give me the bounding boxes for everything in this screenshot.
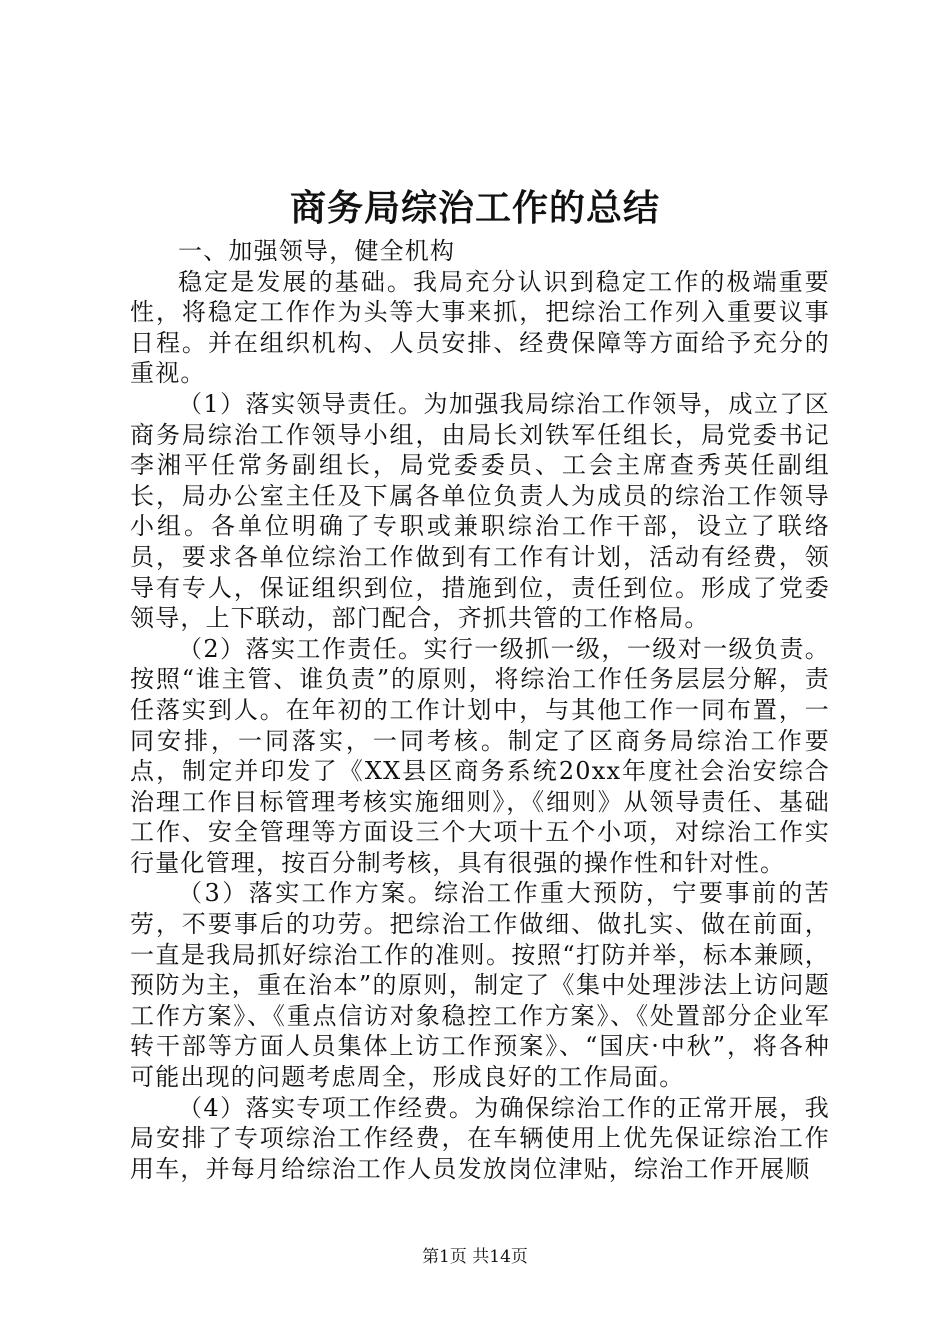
section-heading: 一、加强领导，健全机构 — [178, 237, 456, 265]
paragraph-1: （1）落实领导责任。为加强我局综治工作领导，成立了区商务局综治工作领导小组，由局长刘铁军任组长，局党委书记李湘平任常务副组长，局党委委员、工会主席查秀英任副组长，局办公室主任及下属各单位负责人为成员的综治工作领导小组。各单位明确了专职或兼职综治工作干部，设立了联络员，要求各单位综治工作做到有工作有计划，活动有经费，领导有专人，保证组织到位，措施到位，责任到位。形成了党委领导，上下联动，部门配合，齐抓共管的工作格局。 — [130, 389, 830, 633]
document-title: 商务局综治工作的总结 — [289, 187, 660, 229]
paragraph-4: （4）落实专项工作经费。为确保综治工作的正常开展，我局安排了专项综治工作经费，在车辆使用上优先保证综治工作用车，并每月给综治工作人员发放岗位津贴，综治工作开展顺 — [130, 1093, 830, 1183]
page-footer: 第1页 共14页 — [422, 1247, 528, 1267]
paragraph-3: （3）落实工作方案。综治工作重大预防，宁要事前的苦劳，不要事后的功劳。把综治工作做细、做扎实、做在前面，一直是我局抓好综治工作的准则。按照“打防并举，标本兼顾，预防为主，重在治本”的原则，制定了《集中处理涉法上访问题工作方案》、《重点信访对象稳控工作方案》、《处置部分企业军转干部等方面人员集体上访工作预案》、“国庆·中秋”，将各种可能出现的问题考虑周全，形成良好的工作局面。 — [130, 879, 830, 1092]
paragraph-intro: 稳定是发展的基础。我局充分认识到稳定工作的极端重要性，将稳定工作作为头等大事来抓，把综治工作列入重要议事日程。并在组织机构、人员安排、经费保障等方面给予充分的重视。 — [130, 267, 830, 388]
document-body — [130, 236, 830, 1184]
paragraph-2: （2）落实工作责任。实行一级抓一级，一级对一级负责。按照“谁主管、谁负责”的原则，将综治工作任务层层分解，责任落实到人。在年初的工作计划中，与其他工作一同布置，一同安排，一同落实，一同考核。制定了区商务局综治工作要点，制定并印发了《XX县区商务系统20xx年度社会治安综合治理工作目标管理考核实施细则》，《细则》从领导责任、基础工作、安全管理等方面设三个大项十五个小项，对综治工作实行量化管理，按百分制考核，具有很强的操作性和针对性。 — [130, 634, 830, 877]
